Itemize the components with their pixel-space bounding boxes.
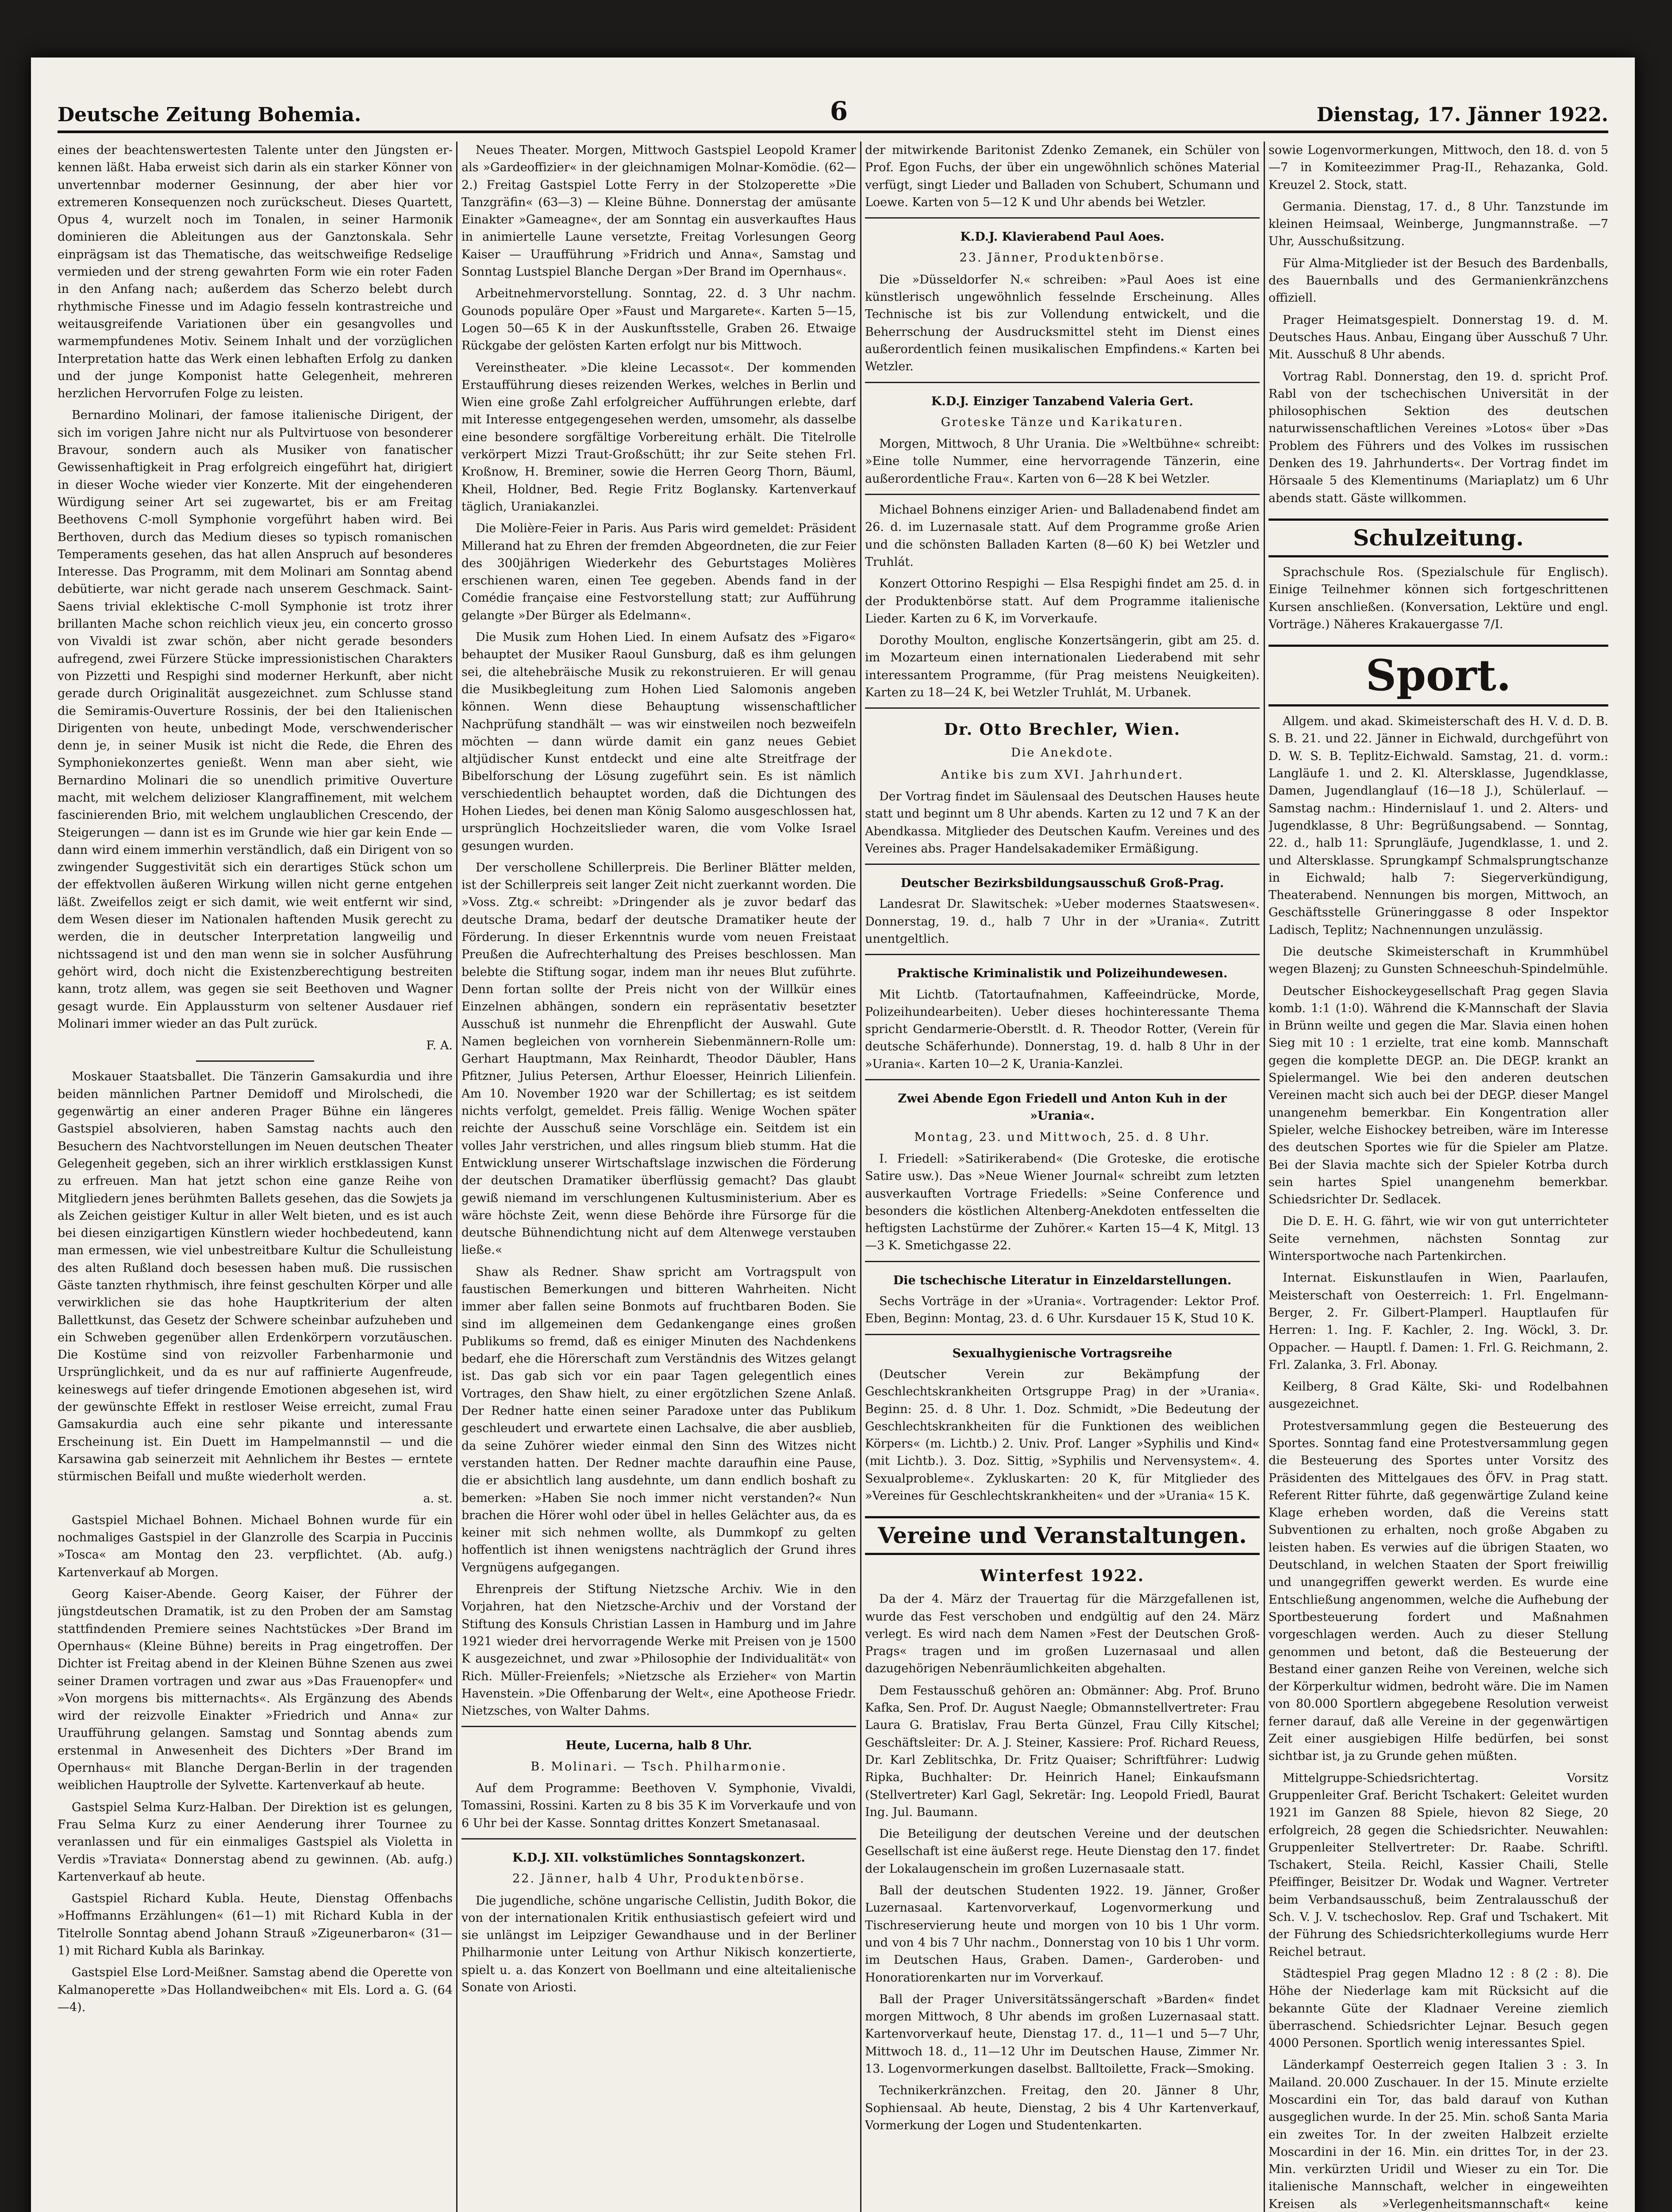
- divider: [461, 1726, 856, 1727]
- notice-title: K.D.J. XII. volkstümliches Sonntagskonzert.: [512, 1851, 805, 1865]
- article-paragraph: Städtespiel Prag gegen Mladno 12 : 8 (2 : 8). Die Höhe der Niederlage kam mit Rücksicht auf die bekannte Güte der Kladnaer Vereine ziemlich überraschend. Schiedsrichter Lejnar. Besuch gegen 4000 Personen. Sportlich wenig interessantes Spiel.: [1268, 1966, 1608, 2051]
- section-subheading: Winterfest 1922.: [980, 1567, 1145, 1586]
- divider: [865, 954, 1260, 955]
- article-paragraph: Mit Lichtb. (Tatortaufnahmen, Kaffeeindrücke, Morde, Polizeihundearbeiten). Ueber dieses hochinteressante Thema spricht Gendarmerie-Oberstlt. d. R. Theodor Rotter, (Verein für deutsche Schäferhunde). Donnerstag, 19. d. halb 8 Uhr in der »Urania«. Karten 10—2 K, Urania-Kanzlei.: [865, 987, 1260, 1071]
- column-divider: [1264, 142, 1265, 2212]
- article-paragraph: Länderkampf Oesterreich gegen Italien 3 : 3. In Mailand. 20.000 Zuschauer. In der 15. Minute erzielte Moscardini ein Tor, das bald darauf von Kuthan ausgeglichen wurde. In der 25. Min. schoß Santa Maria ein zweites Tor. In der zweiten Halbzeit erzielte Moscardini in der 16. Min. ein drittes Tor, in der 23. Min. verkürzten Uridil und Wieser zu ein Tor. Die italienische Mannschaft, welcher in eingeweihten Kreisen als »Verlegenheitsmannschaft« keine: [1268, 2058, 1608, 2211]
- newspaper-name: Deutsche Zeitung Bohemia.: [58, 104, 361, 126]
- article-paragraph: (Deutscher Verein zur Bekämpfung der Geschlechtskrankheiten Ortsgruppe Prag) in der »Urania«. Beginn: 25. d. 8 Uhr. 1. Doz. Schmidt, »Die Bedeutung der Geschlechtskrankheiten für die Funktionen des weiblichen Körpers« (m. Lichtb.) 2. Univ. Prof. Langer »Syphilis und Kind« (mit Lichtb.). 3. Doz. Sittig, »Syphilis und Nervensystem«. 4. Sexualprobleme«. Zykluskarten: 20 K, für Mitglieder des »Vereines für Geschlechtskrankheiten« und der »Urania« 15 K.: [865, 1367, 1260, 1503]
- section-heading: Schulzeitung.: [1268, 518, 1608, 557]
- article-paragraph: Ball der Prager Universitätssängerschaft »Barden« findet morgen Mittwoch, 8 Uhr abends im großen Luzernasaal statt. Kartenvorverkauf heute, Dienstag 17. d., 11—1 und 5—7 Uhr, Mittwoch 18. d., 11—12 Uhr im Deutschen Hause, Zimmer Nr. 13. Logenvormerkungen daselbst. Balltoilette, Frack—Smoking.: [865, 1992, 1260, 2076]
- article-paragraph: Moskauer Staatsballet. Die Tänzerin Gamsakurdia und ihre beiden männlichen Partner Demidoff und Mirolschedi, die gegenwärtig an einer anderen Prager Bühne ein längeres Gastspiel absolvieren, haben Samstag nachts auch den Besuchern des Nachtvorstellungen im Neuen deutschen Theater Gelegenheit gegeben, sich an ihrer wirklich erstklassigen Kunst zu erfreuen. Man hat jetzt schon eine ganze Reihe von Mitgliedern jenes berühmten Ballets gesehen, das die Sowjets ja als Zeichen geistiger Kultur in aller Welt bieten, und es ist auch bei diesen einzigartigen Künstlern wieder hochbedeutend, kann man ermessen, wie viel unbestreitbare Kultur die Schulleistung des alten Rußland doch besessen haben muß. Die russischen Gäste tanzten rhythmisch, ihre feinst geschulten Körper und alle verwirklichen sie das hohe Hauptkriterium der alten Ballettkunst, das Gesetz der Schwere scheinbar aufzuheben und ein Schweben gegenüber allen Erdenkörpern vorzutäuschen. Die Kostüme sind von reizvoller Farbenharmonie und Ursprünglichkeit, und da es nur auf raffinierte Augenfreude, keineswegs auf tiefer dringende Emotionen abgesehen ist, wird der gewünschte Effekt in restloser Weise erreicht, zumal Frau Gamsakurdia auch eine sehr pikante und interessante Erscheinung ist. Ein Duett im Hampelmannstil — und die Karsawina gab seinerzeit mit Aehnlichem ihr Bestes — erntete stürmischen Beifall und mußte wiederholt werden.: [58, 1070, 453, 1484]
- notice-title: K.D.J. Klavierabend Paul Aoes.: [960, 230, 1165, 244]
- article-paragraph: Allgem. und akad. Skimeisterschaft des H. V. d. D. B. S. B. 21. und 22. Jänner in Eichwald, durchgeführt von D. W. S. B. Teplitz-Eichwald. Samstag, 21. d. vorm.: Langläufe 1. und 2. Kl. Altersklasse, Jugendklasse, Damen, Jugendlanglauf (16—18 J.), Schülerlauf. — Samstag nachm.: Hindernislauf 1. und 2. Alters- und Jugendklasse, 8 Uhr: Begrüßungsabend. — Sonntag, 22. d., halb 11: Sprungläufe, Jugendklasse, 1. und 2. und Altersklasse. Sprungkampf Schmalsprungtschanze in Eichwald; halb 7: Siegerverkündigung, Theaterabend. Nennungen bis morgen, Mittwoch, an Geschäftsstelle Grüneringgasse 8 oder Inspektor Ladisch, Teplitz; Nachnennungen unzulässig.: [1268, 714, 1608, 937]
- newspaper-page: [31, 58, 1635, 2212]
- notice-subtitle: Die Anekdote.: [1011, 746, 1114, 760]
- notice-subtitle: Antike bis zum XVI. Jahrhundert.: [941, 768, 1184, 782]
- article-paragraph: Bernardino Molinari, der famose italienische Dirigent, der sich im vorigen Jahre nicht nur als Pultvirtuose von besonderer Bravour, sondern auch als Musiker von fanatischer Gewissenhaftigkeit in Prag erfolgreich eingeführt hat, dirigiert in dieser Woche wieder vier Konzerte. Mit der eingehenderen Würdigung seiner Art sei zugewartet, bis er am Freitag Beethovens C-moll Symphonie vorgeführt haben wird. Bei Berthoven, durch das Medium dieses so typisch romanischen Temperaments gesehen, das hat allen Anspruch auf besonderes Interesse. Das Programm, mit dem Molinari am Sonntag abend debütierte, war nicht gerade nach unserem Geschmack. Saint-Saens trivial eklektische C-moll Symphonie ist trotz ihrer brillanten Mache schon reichlich vieux jeu, ein concerto grosso von Vivaldi ist zwar schön, aber nicht gerade besonders aufregend, zwei Fürzere Stücke impressionistischen Charakters von Pizzetti und Respighi sind moderner Herkunft, aber nicht gerade durch Originalität ausgezeichnet. zum Schlusse stand die Semiramis-Ouverture Rossinis, der bei den Italienischen Dirigenten von heute, unbedingt Mode, verschwenderischer denn je, in seiner Musik ist nicht die Rede, die Ehren des Symphoniekonzertes genießt. Wenn man aber sieht, wie Bernardino Molinari die so unendlich primitive Ouverture macht, mit welchem delizioser Klangraffinement, mit welchem fascinierenden Brio, mit welchem unglaublichen Crescendo, der Steigerungen — dann ist es im Grunde wie hier gar kein Ende — dann wird einem immerhin verständlich, daß ein Dirigent von so zwingender Suggestivität sich ein derartiges Stück schon um der effektvollen äußeren Wirkung willen nicht gerne entgehen läßt. Zweifellos zeigt er sich damit, wie weit entfernt wir sind, dem Wesen dieser im Nationalen haftenden Musik gerecht zu werden, die in deutscher Interpretation langweilig und nichtssagend ist und den man wenn sie in solcher Ausführung gehört wird, doch nicht die Existenzberechtigung bestreiten kann, trotz allem, was gegen sie seit Beethoven und Wagner gesagt wurde. Ein Applaussturm von seltener Ausdauer rief Molinari immer wieder an das Pult zurück.: [58, 408, 453, 1031]
- article-paragraph: Die jugendliche, schöne ungarische Cellistin, Judith Bokor, die von der internationalen Kritik enthusiastisch gefeiert wird und sie unlängst im Leipziger Gewandhause und in der Berliner Philharmonie unter Leitung von Arthur Nikisch konzertierte, spielt u. a. das Konzert von Boellmann und eine alteitalienische Sonate von Ariosti.: [461, 1893, 856, 1994]
- article-paragraph: Für Alma-Mitglieder ist der Besuch des Bardenballs, des Bauernballs und des Germanienkränzchens offiziell.: [1268, 256, 1608, 305]
- article-paragraph: Keilberg, 8 Grad Kälte, Ski- und Rodelbahnen ausgezeichnet.: [1268, 1380, 1608, 1411]
- column-4: [1268, 142, 1608, 2212]
- article-paragraph: Da der 4. März der Trauertag für die Märzgefallenen ist, wurde das Fest verschoben und endgültig auf den 24. März verlegt. Es wird nach dem Namen »Fest der Deutschen Groß-Prags« tragen und im großen Luzernasaal und allen dazugehörigen Nebenräumlichkeiten abgehalten.: [865, 1592, 1260, 1676]
- article-signature: a. st.: [423, 1491, 453, 1505]
- divider: [865, 217, 1260, 219]
- issue-date: Dienstag, 17. Jänner 1922.: [1316, 104, 1608, 126]
- article-paragraph: Internat. Eiskunstlaufen in Wien, Paarlaufen, Meisterschaft von Oesterreich: 1. Frl. Engelmann-Berger, 2. Fr. Gilbert-Plamperl. Hauptlaufen für Herren: 1. Ing. F. Kachler, 2. Ing. Wöckl, 3. Dr. Oppacher. — Hauptl. f. Damen: 1. Frl. G. Reichmann, 2. Frl. Zalanka, 3. Frl. Abonay.: [1268, 1271, 1608, 1372]
- article-paragraph: Gastspiel Richard Kubla. Heute, Dienstag Offenbachs »Hoffmanns Erzählungen« (61—1) mit Richard Kubla in der Titelrolle Sonntag abend Johann Strauß »Zigeunerbaron« (31—1) mit Richard Kubla als Barinkay.: [58, 1892, 453, 1958]
- notice-title: K.D.J. Einziger Tanzabend Valeria Gert.: [931, 394, 1194, 408]
- notice-title: Praktische Kriminalistik und Polizeihundewesen.: [897, 967, 1228, 981]
- article-paragraph: Prager Heimatsgespielt. Donnerstag 19. d. M. Deutsches Haus. Anbau, Eingang über Ausschuß 7 Uhr. Mit. Ausschuß 8 Uhr abends.: [1268, 313, 1608, 362]
- article-paragraph: Der verschollene Schillerpreis. Die Berliner Blätter melden, ist der Schillerpreis seit langer Zeit nicht zuerkannt worden. Die »Voss. Ztg.« schreibt: »Dringender als je zuvor bedarf das deutsche Drama, bedarf der deutsche Dramatiker heute der Förderung. In dieser Erkenntnis wurde vom neuen Freistaat Preußen die Aufrechterhaltung des Preises beschlossen. Man belebte die Stiftung sogar, indem man ihr neues Blut zuführte. Denn fortan sollte der Preis nicht von der Willkür eines Einzelnen abhängen, sondern ein repräsentativ besetzter Ausschuß ist nunmehr die Ehrenpflicht der Auswahl. Gute Namen begleichen von vornherein Siebenmännern-Rolle um: Gerhart Hauptmann, Max Reinhardt, Theodor Däubler, Hans Pfitzner, Julius Petersen, Arthur Eloesser, Heinrich Lilienfein. Am 10. November 1920 war der Schillertag; es ist seitdem nichts verfolgt, gemeldet. Preis fällig. Wenige Wochen später reichte der Ausschuß seine Vorschläge ein. Seitdem ist ein volles Jahr verstrichen, und alles ringsum blieb stumm. Hat die Entwicklung unserer Wirtschaftslage inzwischen die Förderung der deutschen Dramatiker überflüssig gemacht? Das glaubt gewiß niemand im verschlungenen Kultusministerium. Aber es wäre höchste Zeit, wenn diese Behörde ihre Fürsorge für die deutsche Bühnendichtung nicht auf dem Altenwege verstauben ließe.«: [461, 860, 856, 1257]
- article-paragraph: Ehrenpreis der Stiftung Nietzsche Archiv. Wie in den Vorjahren, hat den Nietzsche-Archiv und der Vorstand der Stiftung des Konsuls Christian Lassen in Hamburg und im Jahre 1921 wieder drei hervorragende Werke mit Preisen von je 1500 K ausgezeichnet, und zwar »Philosophie der Individualität« von Rich. Müller-Freienfels; »Nietzsche als Erzieher« von Martin Havenstein. »Die Offenbarung der Welt«, eine Apotheose Friedr. Nietzsches, von Walter Dahms.: [461, 1582, 856, 1718]
- article-paragraph: Vereinstheater. »Die kleine Lecassot«. Der kommenden Erstaufführung dieses reizenden Werkes, welches in Berlin und Wien eine große Zahl erfolgreicher Aufführungen erlebte, darf mit Interesse entgegengesehen werden, umsomehr, als dasselbe eine besondere sorgfältige Vorbereitung erhält. Die Titelrolle verkörpert Mizzi Traut-Großschütt; ihr zur Seite stehen Frl. Kroßnow, H. Breminer, sowie die Herren Georg Thorn, Bäuml, Kheil, Holdner, Bed. Regie Fritz Boglansky. Kartenverkauf täglich, Uraniakanzlei.: [461, 361, 856, 514]
- notice-subtitle: B. Molinari. — Tsch. Philharmonie.: [530, 1759, 787, 1774]
- article-paragraph: Technikerkränzchen. Freitag, den 20. Jänner 8 Uhr, Sophiensaal. Ab heute, Dienstag, 2 bis 4 Uhr Kartenverkauf, Vormerkung der Logen und Studentenkarten.: [865, 2084, 1260, 2132]
- notice-subtitle: Groteske Tänze und Karikaturen.: [941, 415, 1184, 429]
- notice-subtitle: 22. Jänner, halb 4 Uhr, Produktenbörse.: [512, 1872, 805, 1886]
- article-paragraph: Landesrat Dr. Slawitschek: »Ueber modernes Staatswesen«. Donnerstag, 19. d., halb 7 Uhr in der »Urania«. Zutritt unentgeltlich.: [865, 897, 1260, 946]
- article-paragraph: Mittelgruppe-Schiedsrichtertag. Vorsitz Gruppenleiter Graf. Bericht Tschakert: Geleitet wurden 1921 im Ganzen 88 Spiele, hievon 82 Siege, 20 erfolgreich, 28 gegen die Schiedsrichter. Neuwahlen: Gruppenleiter Stellvertreter: Dr. Raabe. Schriftl. Tschakert, Steila. Reichl, Kassier Chaili, Stelle Pfeiffinger, Beisitzer Dr. Wodak und Wagner. Vertreter beim Verbandsausschuß, beim Zentralausschuß der Sch. V. J. V. tschechoslov. Rep. Graf und Tschakert. Mit der Führung des Schiedsrichterkollegiums wurde Herr Reichel betraut.: [1268, 1771, 1608, 1959]
- column-2: [461, 142, 856, 2212]
- article-paragraph: Die Beteiligung der deutschen Vereine und der deutschen Gesellschaft ist eine äußerst rege. Heute Dienstag den 17. findet der Lokalaugenschein im großen Luzernasaale statt.: [865, 1827, 1260, 1876]
- article-paragraph: Dem Festausschuß gehören an: Obmänner: Abg. Prof. Bruno Kafka, Sen. Prof. Dr. August Naegle; Obmannstellvertreter: Frau Laura G. Bratislav, Frau Berta Günzel, Frau Cilly Kitschel; Geschäftsleiter: Dr. A. J. Steiner, Kassiere: Prof. Richard Reuess, Dr. Karl Zeblitschka, Dr. Fritz Quaiser; Schriftführer: Ludwig Ripka, Buchhalter: Dr. Heinrich Hanel; Einkaufsmann (Stellvertreter) Karl Gagl, Sekretär: Ing. Leopold Friedl, Baurat Ing. Jul. Baumann.: [865, 1683, 1260, 1819]
- article-paragraph: Die deutsche Skimeisterschaft in Krummhübel wegen Blazenj; zu Gunsten Schneeschuh-Spindelmühle.: [1268, 945, 1608, 976]
- article-paragraph: Konzert Ottorino Respighi — Elsa Respighi findet am 25. d. in der Produktenbörse statt. Auf dem Programme italienische Lieder. Karten zu 6 K, im Vorverkaufe.: [865, 577, 1260, 626]
- divider: [865, 864, 1260, 865]
- notice-title: Deutscher Bezirksbildungsausschuß Groß-Prag.: [900, 876, 1224, 891]
- divider: [865, 1334, 1260, 1335]
- article-paragraph: Gastspiel Else Lord-Meißner. Samstag abend die Operette von Kalmanoperette »Das Hollandweibchen« mit Els. Lord a. G. (64—4).: [58, 1966, 453, 2014]
- article-paragraph: Die Molière-Feier in Paris. Aus Paris wird gemeldet: Präsident Millerand hat zu Ehren der fremden Abgeordneten, die zur Feier des 300jährigen Wiederkehr des Geburtstages Molières erschienen waren, einen Tee gegeben. Abends fand in der Comédie française eine Festvorstellung statt; zur Aufführung gelangte »Der Bürger als Edelmann«.: [461, 522, 856, 622]
- article-paragraph: Germania. Dienstag, 17. d., 8 Uhr. Tanzstunde im kleinen Heimsaal, Weinberge, Jungmannstraße. —7 Uhr, Ausschußsitzung.: [1268, 200, 1608, 249]
- notice-subtitle: Montag, 23. und Mittwoch, 25. d. 8 Uhr.: [914, 1130, 1211, 1144]
- article-paragraph: Protestversammlung gegen die Besteuerung des Sportes. Sonntag fand eine Protestversammlung gegen die Besteuerung des Sportes unter Vorsitz des Präsidenten des Mittelgaues des ÖFV. in Prag statt. Referent Ritter führte, daß gegenwärtige Zuland keine Klage erheben worden, daß die Vereins statt Subventionen zu erhalten, noch große Abgaben zu leisten haben. Es verwies auf die übrigen Staaten, wo Deutschland, in welchen Staaten der Sport freiwillig und unangegriffen gewerkt werden. Es wurde eine Entschließung angenommen, welche die Aufhebung der Sportbesteuerung fordert und Maßnahmen vorgeschlagen werden. Auch zu dieser Stellung genommen und betont, daß die Besteuerung der Bestand einer ganzen Reihe von Vereinen, welche sich der Körperkultur widmen, bedroht wäre. Die im Namen von 80.000 Sportlern abgegebene Resolution verweist ferner darauf, daß alle Vereine in der gegenwärtigen Zeit einer ausgiebigen Hilfe bedürfen, bei sonst sichtbar ist, ja zu Grunde gehen müßten.: [1268, 1419, 1608, 1763]
- article-paragraph: Sprachschule Ros. (Spezialschule für Englisch). Einige Teilnehmer können sich fortgeschrittenen Kursen anschließen. (Konversation, Lektüre und engl. Vorträge.) Näheres Krakauergasse 7/I.: [1268, 565, 1608, 631]
- article-paragraph: Die »Düsseldorfer N.« schreiben: »Paul Aoes ist eine künstlerisch ungewöhnlich fesselnde Erscheinung. Alles Technische ist bis zur Vollendung entwickelt, und die Beherrschung der Ausdrucksmittel steht im Dienst eines außerordentlich feinen musikalischen Empfindens.« Karten bei Wetzler.: [865, 273, 1260, 374]
- column-divider: [456, 142, 457, 2212]
- divider: [865, 494, 1260, 495]
- divider: [865, 1079, 1260, 1080]
- divider: [865, 1261, 1260, 1262]
- article-signature: F. A.: [426, 1039, 453, 1053]
- page-number: 6: [830, 96, 848, 126]
- notice-title: Dr. Otto Brechler, Wien.: [944, 720, 1181, 739]
- notice-title: Zwei Abende Egon Friedell und Anton Kuh in der »Urania«.: [898, 1092, 1227, 1123]
- notice-title: Sexualhygienische Vortragsreihe: [952, 1346, 1172, 1360]
- article-paragraph: Die Musik zum Hohen Lied. In einem Aufsatz des »Figaro« behauptet der Musiker Raoul Gunsburg, daß es ihm gelungen sei, die altehebräische Musik zu rekonstruieren. Er will genau die Musikbegleitung zum Hohen Lied Salomonis angeben können. Wenn diese Behauptung wissenschaftlicher Nachprüfung standhält — was wir einstweilen noch bezweifeln möchten — dann würde damit ein ganz neues Gebiet altjüdischer Kunst entdeckt und eine alte Streitfrage der Bibelforschung der Lösung zugeführt sein. Es ist nämlich verschiedentlich behauptet worden, daß die Dichtungen des Hohen Liedes, bei denen man König Salomo ausgeschlossen hat, ursprünglich Hochzeitslieder waren, die vom Volke Israel gesungen wurden.: [461, 630, 856, 853]
- article-paragraph: Georg Kaiser-Abende. Georg Kaiser, der Führer der jüngstdeutschen Dramatik, ist zu den Proben der am Samstag stattfindenden Premiere seines Nachtstückes »Der Brand im Opernhaus« (Kleine Bühne) bereits in Prag eingetroffen. Der Dichter ist Freitag abend in der Kleinen Bühne Szenen aus zwei seiner Dramen vortragen und zwar aus »Das Frauenopfer« und »Von morgens bis mitternachts«. Als Ergänzung des Abends wird der reizvolle Einakter »Friedrich und Anna« zur Uraufführung gelangen. Samstag und Sonntag abends zum erstenmal in Anwesenheit des Dichters »Der Brand im Opernhaus« mit Blanche Dergan-Berlin in der tragenden weiblichen Hauptrolle der Sylvette. Kartenverkauf ab heute.: [58, 1587, 453, 1793]
- notice-title: Die tschechische Literatur in Einzeldarstellungen.: [893, 1273, 1232, 1287]
- article-paragraph: Deutscher Eishockeygesellschaft Prag gegen Slavia komb. 1:1 (1:0). Während die K-Mannschaft der Slavia in Brünn weilte und gegen die Mar. Slavia einen hohen Sieg mit 10 : 1 erzielte, trat eine komb. Mannschaft gegen die komplette DEGP. an. Die DEGP. krankt an Spielermangel. Wie bei den anderen deutschen Vereinen macht sich auch bei der DEGP. dieser Mangel unangenehm bemerkbar. Ein Kongentration aller Spieler, welche Eishockey betreiben, wäre im Interesse des deutschen Sportes wie für die Spieler am Platze. Bei der Slavia machte sich der Spieler Kotrba durch sein hartes Spiel unangenehm bemerkbar. Schiedsrichter Dr. Sedlacek.: [1268, 984, 1608, 1207]
- divider: [461, 1838, 856, 1839]
- divider: [196, 1060, 315, 1062]
- article-paragraph: Dorothy Moulton, englische Konzertsängerin, gibt am 25. d. im Mozarteum einen internationalen Liederabend mit sehr interessantem Programme, (für Prag meistens Neuigkeiten). Karten zu 18—24 K, bei Wetzler Truhlát, M. Urbanek.: [865, 634, 1260, 700]
- article-paragraph: Ball der deutschen Studenten 1922. 19. Jänner, Großer Luzernasaal. Kartenvorverkauf, Logenvormerkung und Tischreservierung heute und morgen von 10 bis 1 Uhr vorm. und von 4 bis 7 Uhr nachm., Donnerstag von 10 bis 1 Uhr vorm. im Deutschen Haus, Graben. Damen-, Garderoben- und Honoratiorenkarten nur im Vorverkauf.: [865, 1884, 1260, 1985]
- article-paragraph: Gastspiel Michael Bohnen. Michael Bohnen wurde für ein nochmaliges Gastspiel in der Glanzrolle des Scarpia in Puccinis »Tosca« am Montag den 23. verpflichtet. (Ab. aufg.) Kartenverkauf ab Morgen.: [58, 1513, 453, 1579]
- divider: [865, 707, 1260, 709]
- notice-title: Heute, Lucerna, halb 8 Uhr.: [565, 1739, 752, 1753]
- article-paragraph: Der Vortrag findet im Säulensaal des Deutschen Hauses heute statt und beginnt um 8 Uhr abends. Karten zu 12 und 7 K an der Abendkassa. Mitglieder des Deutschen Kaufm. Vereines und des Vereines abs. Prager Handelsakademiker Ermäßigung.: [865, 789, 1260, 856]
- column-divider: [860, 142, 861, 2212]
- article-paragraph: Auf dem Programme: Beethoven V. Symphonie, Vivaldi, Tomassini, Rossini. Karten zu 8 bis 35 K im Vorverkaufe und von 6 Uhr bei der Kasse. Sonntag drittes Konzert Smetanasaal.: [461, 1782, 856, 1830]
- page-header: [58, 95, 1608, 133]
- article-paragraph: Gastspiel Selma Kurz-Halban. Der Direktion ist es gelungen, Frau Selma Kurz zu einer Aenderung ihrer Tournee zu veranlassen und für ein einmaliges Gastspiel als Violetta in Verdis »Traviata« Donnerstag abend zu gewinnen. (Ab. aufg.) Kartenverkauf ab heute.: [58, 1800, 453, 1884]
- article-paragraph: Neues Theater. Morgen, Mittwoch Gastspiel Leopold Kramer als »Gardeoffizier« in der gleichnamigen Molnar-Komödie. (62—2.) Freitag Gastspiel Lotte Ferry in der Stolzoperette »Die Tanzgräfin« (63—3) — Kleine Bühne. Donnerstag der amüsante Einakter »Gameagne«, der am Sonntag ein ausverkauftes Haus in animiertelle Laune versetzte, Freitag Vorlesungen Georg Kaiser — Uraufführung »Fridrich und Anna«, Samstag und Sonntag Lustspiel Blanche Dergan »Der Brand im Opernhaus«.: [461, 143, 856, 279]
- notice-subtitle: 23. Jänner, Produktenbörse.: [959, 251, 1165, 265]
- article-paragraph: sowie Logenvormerkungen, Mittwoch, den 18. d. von 5—7 in Komiteezimmer Prag-II., Rehazanka, Gold. Kreuzel 2. Stock, statt.: [1268, 143, 1608, 192]
- article-paragraph: Michael Bohnens einziger Arien- und Balladenabend findet am 26. d. im Luzernasale statt. Auf dem Programme große Arien und die schönsten Balladen Karten (8—60 K) bei Wetzler und Truhlát.: [865, 503, 1260, 569]
- article-paragraph: Vortrag Rabl. Donnerstag, den 19. d. spricht Prof. Rabl von der tschechischen Universität in der philosophischen Sektion des deutschen naturwissenschaftlichen Vereines »Lotos« über »Das Problem des Führers und des Volkes im russischen Denken des 19. Jahrhunderts«. Der Vortrag findet im Hörsaale 5 des Klementinums (Mariaplatz) um 6 Uhr abends statt. Gäste willkommen.: [1268, 369, 1608, 505]
- section-heading: Sport.: [1268, 645, 1608, 707]
- article-paragraph: Sechs Vorträge in der »Urania«. Vortragender: Lektor Prof. Eben, Beginn: Montag, 23. d. 6 Uhr. Kursdauer 15 K, Stud 10 K.: [865, 1294, 1260, 1326]
- column-1: [58, 142, 453, 2212]
- column-3: [865, 142, 1260, 2212]
- article-paragraph: Shaw als Redner. Shaw spricht am Vortragspult von faustischen Bemerkungen und bitteren Wahrheiten. Nicht immer aber fallen seine Bonmots auf fruchtbaren Boden. Sie sind im allgemeinen dem Gedankengange eines großen Publikums so fremd, daß es einiger Minuten des Nachdenkens bedarf, ehe die Hörerschaft zum Verständnis des Witzes gelangt ist. Das gab sich vor ein paar Tagen gelegentlich eines Vortrages, den Shaw hielt, zu einer ergötzlichen Szene Anlaß. Der Redner hatte einen seiner Paradoxe unter das Publikum geschleudert und erwartete einen Lachsalve, die aber ausblieb, da seine Zuhörer wieder einmal den Sinn des Witzes nicht verstanden hatten. Der Redner machte daraufhin eine Pause, die er absichtlich lang ausdehnte, um dann endlich boshaft zu bemerken: »Haben Sie noch immer nicht verstanden?« Nun brachen die Hörer wohl oder übel in helles Gelächter aus, da es keiner mit sich nehmen wollte, als Dummkopf zu gelten hoffentlich ist ihnen wenigstens nachträglich der Grund ihres Vergnügens aufgegangen.: [461, 1265, 856, 1575]
- divider: [865, 382, 1260, 383]
- columns: [58, 142, 1608, 2212]
- article-paragraph: I. Friedell: »Satirikerabend« (Die Groteske, die erotische Satire usw.). Das »Neue Wiener Journal« schreibt zum letzten ausverkauften Vortrage Friedells: »Seine Conference und besonders die köstlichen Altenberg-Anekdoten entfesselten die heftigsten Lachstürme der Zuhörer.« Karten 15—4 K, Mitgl. 13—3 K. Smetichgasse 22.: [865, 1152, 1260, 1253]
- article-paragraph: Morgen, Mittwoch, 8 Uhr Urania. Die »Weltbühne« schreibt: »Eine tolle Nummer, eine hervorragende Tänzerin, eine außerordentliche Frau«. Karten von 6—28 K bei Wetzler.: [865, 437, 1260, 486]
- article-paragraph: Die D. E. H. G. fährt, wie wir von gut unterrichteter Seite vernehmen, nächsten Sonntag zur Wintersportwoche nach Partenkirchen.: [1268, 1214, 1608, 1263]
- article-paragraph: Arbeitnehmervorstellung. Sonntag, 22. d. 3 Uhr nachm. Gounods populäre Oper »Faust und Margarete«. Karten 5—15, Logen 50—65 K in der Auskunftsstelle, Graben 26. Etwaige Rückgabe der gelösten Karten erfolgt nur bis Mittwoch.: [461, 287, 856, 353]
- article-paragraph: eines der beachtenswertesten Talente unter den Jüngsten er-kennen läßt. Haba erweist sich darin als ein starker Könner von unvertennbar moderner Gesinnung, der aber hier vor extremeren Konsequenzen noch zurückscheut. Dieses Quartett, Opus 4, wurzelt noch im Tonalen, in seiner Harmonik dominieren die Ableitungen aus der Ganztonskala. Sehr einprägsam ist das Thematische, das weitschweifige Redselige vermieden und der streng gewahrten Form wie ein roter Faden in den Anfang nach; außerdem das Scherzo belebt durch rhythmische Finesse und im Adagio fesseln kontrastreiche und weitausgreifende Variationen über ein gesangvolles und warmempfundenes Motiv. Seinem Inhalt und der vorzüglichen Interpretation hatte das Werk einen lebhaften Erfolg zu danken und der junge Komponist hatte Gelegenheit, mehreren herzlichen Hervorrufen Folge zu leisten.: [58, 143, 453, 401]
- section-heading: Vereine und Veranstaltungen.: [865, 1516, 1260, 1555]
- article-paragraph: der mitwirkende Baritonist Zdenko Zemanek, ein Schüler von Prof. Egon Fuchs, der über ein ungewöhnlich schönes Material verfügt, singt Lieder und Balladen von Schubert, Schumann und Loewe. Karten von 5—12 K und Uhr abends bei Wetzler.: [865, 143, 1260, 209]
